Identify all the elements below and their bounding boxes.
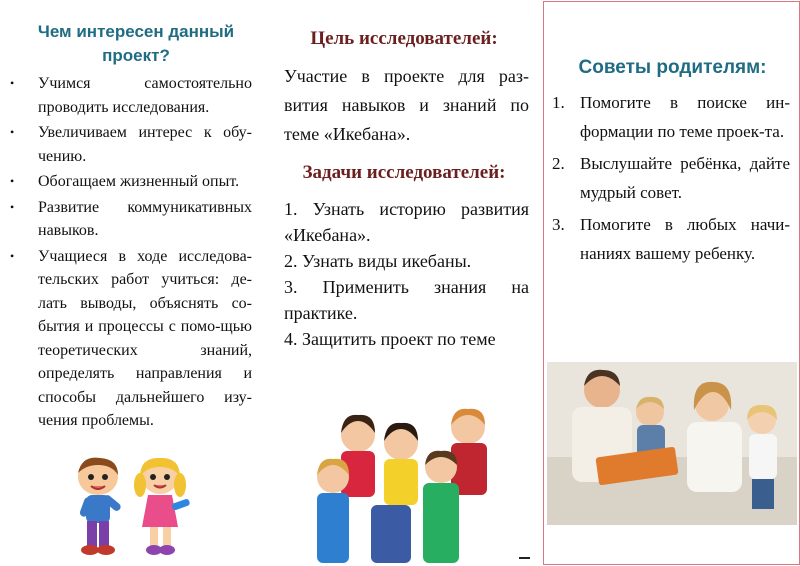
item-text: Выслушайте ребёнка, дайте мудрый совет. [580,154,790,202]
item-text: Помогите в любых начи-наниях вашему ребенку. [580,215,790,263]
divider-mark [519,557,530,559]
list-item: • Учимся самостоятельно проводить исследования. [0,72,252,119]
cartoon-boy [78,458,122,555]
interest-list [0,72,252,433]
tips-title: Советы родителям: [578,57,767,78]
panel-title: Чем интересен данный проект? [37,22,235,65]
list-item: • Увеличиваем интерес к обу-чению. [0,121,252,168]
tasks-title: Задачи исследователей: [302,162,506,183]
cartoon-kids-image [68,455,193,560]
goal-title: Цель исследователей: [310,28,498,49]
item-number: 1. [552,93,565,112]
goal-text: Участие в проекте для раз-вития навыков и знаний по теме «Икебана». [284,66,529,144]
item-text: Помогите в поиске ин-формации по теме проек-та. [580,93,790,141]
family-reading-image [547,362,797,525]
list-item: 4. Защитить проект по теме [284,329,496,349]
list-item: 2. Узнать виды икебаны. [284,251,472,271]
child-figure [317,459,349,563]
list-item [552,149,790,207]
item-number: 3. [552,215,565,234]
child-figure [451,409,487,495]
list-item [552,210,790,268]
list-item: • Учащиеся в ходе исследова-тельских работ учиться: де-лать выводы, объяснять со-бытия и процессы с помо-щью теоретических знаний, определять направления и способы дальнейшего изу-чения проблемы. [0,245,252,433]
item-number: 2. [552,154,565,173]
children-group-image [283,405,528,563]
tips-list [552,88,790,271]
list-item [552,88,790,146]
child-figure [384,423,418,505]
list-item: • Развитие коммуникативных навыков. [0,196,252,243]
list-item: • Обогащаем жизненный опыт. [0,170,252,194]
list-item: 1. Узнать историю развития «Икебана». [284,199,529,245]
cartoon-girl [134,458,190,555]
tasks-list [284,196,529,352]
child-figure [423,451,459,563]
list-item: 3. Применить знания на практике. [284,277,529,323]
